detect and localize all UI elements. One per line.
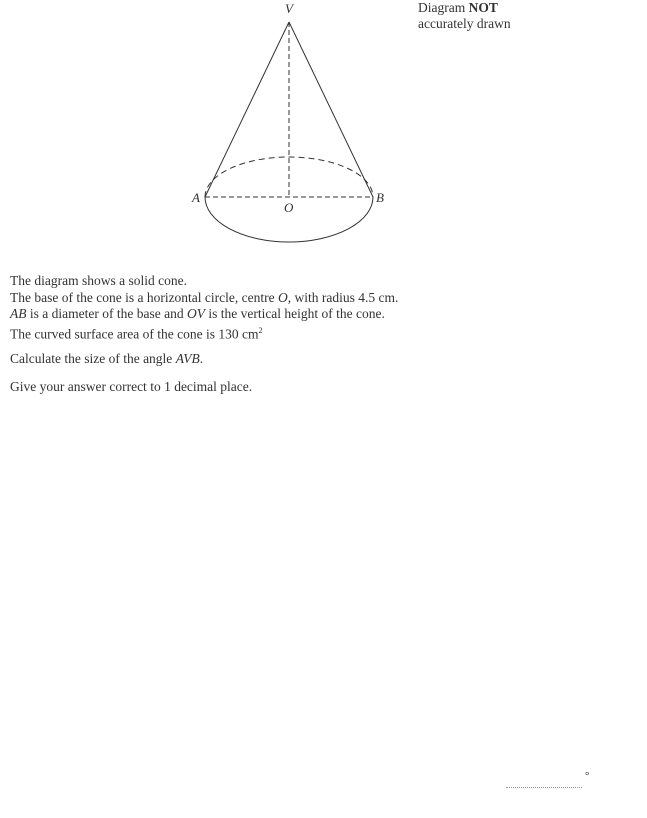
slant-edge-va — [205, 22, 289, 197]
degree-unit: ° — [585, 770, 590, 782]
slant-edge-vb — [289, 22, 373, 197]
label-o: O — [284, 200, 294, 215]
question-instruction: Calculate the size of the angle AVB. — [10, 351, 204, 366]
label-v: V — [285, 1, 293, 16]
diagram-note: Diagram NOT accurately drawn — [418, 0, 511, 31]
question-precision: Give your answer correct to 1 decimal place. — [10, 379, 253, 394]
label-a: A — [192, 190, 200, 205]
answer-line[interactable] — [506, 787, 582, 788]
cone-diagram — [0, 0, 400, 260]
label-b: B — [376, 190, 384, 205]
question-text: The diagram shows a solid cone. The base of the cone is a horizontal circle, centre O, with radius 4.5 cm. AB is a diameter of the base and OV is the vertical height of the cone. The curved surface area of the cone is 130 $cm^2$ — [10, 273, 399, 342]
